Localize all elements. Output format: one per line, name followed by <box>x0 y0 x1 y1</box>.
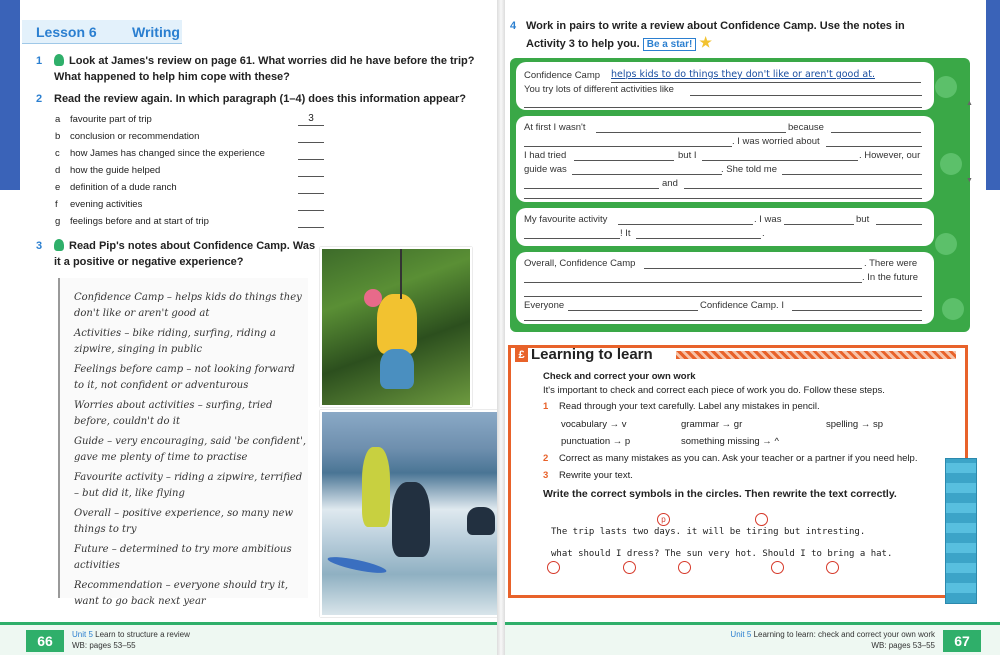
learning-to-learn-box <box>508 345 968 598</box>
star-icon: ★ <box>699 34 712 50</box>
question-text: Read the review again. In which paragraph (1–4) does this information appear? <box>54 93 466 105</box>
frame-paragraph-4 <box>516 252 934 324</box>
symbol-grammar: grammar → gr <box>681 419 743 430</box>
footer-workbook: WB: pages 53–55 <box>871 641 935 650</box>
matching-list <box>55 113 335 232</box>
note-line: Recommendation – everyone should try it, want to go back next year <box>74 580 289 607</box>
left-footer <box>0 622 500 655</box>
answer-line <box>298 142 324 143</box>
answer-field[interactable]: 3 <box>308 113 314 124</box>
note-line: Worries about activities – surfing, tried before, couldn't do it <box>74 400 273 427</box>
frame-text: Confidence Camp <box>524 70 601 81</box>
item-text: evening activities <box>70 199 143 210</box>
ltl-step-2: 2 Correct as many mistakes as you can. Ask your teacher or a partner if you need help. <box>543 453 918 464</box>
handwritten-answer: helps kids to do things they don't like or aren't good at. <box>611 69 875 80</box>
frame-text: and <box>662 178 678 189</box>
question-number: 3 <box>36 240 43 252</box>
lesson-title: Writing <box>132 24 180 40</box>
learning-icon: £ <box>515 348 528 362</box>
item-text: conclusion or recommendation <box>70 131 200 142</box>
page-number: 67 <box>943 630 981 652</box>
decorative-stripe <box>676 351 956 359</box>
question-1 <box>36 53 491 85</box>
scrollbar[interactable] <box>966 100 976 190</box>
note-line: Activities – bike riding, surfing, riding a zipwire, singing in public <box>74 328 276 355</box>
question-3 <box>36 238 316 270</box>
match-item <box>55 164 335 181</box>
page-number: 66 <box>26 630 64 652</box>
lesson-number: Lesson 6 <box>36 24 97 40</box>
answer-circle-filled[interactable]: p <box>657 513 670 526</box>
answer-line <box>298 227 324 228</box>
question-number: 4 <box>510 20 517 32</box>
note-line: Future – determined to try more ambitious activities <box>74 544 292 571</box>
frame-text: I had tried <box>524 150 567 161</box>
symbol-punctuation: punctuation → p <box>561 436 631 447</box>
frame-text: . There were <box>864 258 918 269</box>
item-text: how James has changed since the experience <box>70 148 265 159</box>
frame-text: but <box>856 214 870 225</box>
be-a-star-badge: Be a star! <box>643 38 697 51</box>
match-item <box>55 130 335 147</box>
footer-unit-text: Learning to learn: check and correct your own work <box>753 630 935 639</box>
note-line: Confidence Camp – helps kids do things they don't like or aren't good at <box>74 292 302 319</box>
item-letter: a <box>55 114 61 125</box>
book-spine <box>497 0 505 655</box>
frame-text: because <box>788 122 824 133</box>
frame-text: My favourite activity <box>524 214 608 225</box>
frame-text: . I was <box>754 214 782 225</box>
item-letter: e <box>55 182 61 193</box>
question-number: 1 <box>36 55 43 67</box>
item-letter: g <box>55 216 61 227</box>
surfing-photo <box>320 410 500 617</box>
right-edge-band <box>986 0 1000 190</box>
note-line: Overall – positive experience, so many new things to try <box>74 508 294 535</box>
footer-workbook: WB: pages 53–55 <box>72 641 136 650</box>
item-text: feelings before and at start of trip <box>70 216 209 227</box>
frame-text: ! It <box>620 228 631 239</box>
symbol-vocabulary: vocabulary → v <box>561 419 627 430</box>
frame-text: . In the future <box>862 272 918 283</box>
question-text: Look at James's review on page 61. What worries did he have before the trip? What happened to help him cope with these? <box>54 55 475 83</box>
ltl-step-3: 3 Rewrite your text. <box>543 470 633 481</box>
answer-line <box>298 193 324 194</box>
left-edge-band <box>0 0 20 190</box>
note-line: Feelings before camp – not looking forward to it, not confident or adventurous <box>74 364 295 391</box>
question-text: Read Pip's notes about Confidence Camp. Was it a positive or negative experience? <box>54 240 316 268</box>
right-footer <box>500 622 1000 655</box>
answer-circle[interactable] <box>678 561 691 574</box>
answer-line <box>298 125 324 126</box>
frame-paragraph-1 <box>516 62 934 110</box>
footer-unit-text: Learn to structure a review <box>95 630 190 639</box>
question-4 <box>510 18 940 53</box>
match-item <box>55 113 335 130</box>
frame-text: but I <box>678 150 697 161</box>
frame-text: guide was <box>524 164 567 175</box>
symbol-missing: something missing → ^ <box>681 436 779 447</box>
pips-notes <box>58 278 308 607</box>
question-text: Work in pairs to write a review about Confidence Camp. Use the notes in Activity 3 to help you. <box>526 20 905 50</box>
match-item <box>55 181 335 198</box>
frame-paragraph-3 <box>516 208 934 246</box>
footer-unit: Unit 5 <box>730 630 752 639</box>
item-letter: f <box>55 199 58 210</box>
answer-line <box>298 176 324 177</box>
item-text: how the guide helped <box>70 165 161 176</box>
match-item <box>55 147 335 164</box>
ltl-step-1: 1 Read through your text carefully. Label any mistakes in pencil. <box>543 401 820 412</box>
frame-text: . <box>762 228 765 239</box>
note-line: Favourite activity – riding a zipwire, terrified – but did it, like flying <box>74 472 303 499</box>
frame-text: At first I wasn't <box>524 122 586 133</box>
lesson-header <box>22 20 182 44</box>
item-letter: b <box>55 131 61 142</box>
item-text: favourite part of trip <box>70 114 152 125</box>
scroll-up-icon[interactable]: ▲ <box>966 100 973 107</box>
frame-text: . She told me <box>721 164 777 175</box>
right-page <box>500 0 1000 655</box>
question-number: 2 <box>36 93 43 105</box>
error-sentence-2: what should I dress? The sun very hot. Should I to bring a hat. <box>551 549 893 559</box>
error-sentence-1: The trip lasts two days. it will be tiring but intresting. <box>551 527 866 537</box>
note-line: Guide – very encouraging, said 'be confident', gave me plenty of time to practise <box>74 436 306 463</box>
symbol-spelling: spelling → sp <box>826 419 884 430</box>
match-item <box>55 198 335 215</box>
ltl-title: Learning to learn <box>531 346 653 363</box>
answer-line <box>298 210 324 211</box>
scroll-down-icon[interactable]: ▼ <box>966 177 973 184</box>
frame-text: Everyone <box>524 300 565 311</box>
frame-paragraph-2 <box>516 116 934 202</box>
answer-circle[interactable] <box>771 561 784 574</box>
frame-text: . I was worried about <box>732 136 820 147</box>
answer-circle[interactable] <box>755 513 768 526</box>
frame-text: Confidence Camp. I <box>700 300 784 311</box>
item-letter: c <box>55 148 60 159</box>
answer-circle[interactable] <box>547 561 560 574</box>
frame-text: You try lots of different activities like <box>524 84 674 95</box>
item-letter: d <box>55 165 61 176</box>
answer-circle[interactable] <box>623 561 636 574</box>
zipwire-photo <box>320 247 472 407</box>
frame-text: . However, our <box>859 150 921 161</box>
answer-circle[interactable] <box>826 561 839 574</box>
footer-unit: Unit 5 <box>72 630 93 639</box>
answer-line <box>298 159 324 160</box>
lightbulb-icon <box>54 239 64 251</box>
question-2 <box>36 91 491 107</box>
tower-illustration <box>945 458 977 604</box>
ltl-subtitle: Check and correct your own work <box>543 371 696 382</box>
item-text: definition of a dude ranch <box>70 182 177 193</box>
ltl-task: Write the correct symbols in the circles. Then rewrite the text correctly. <box>543 488 897 500</box>
ltl-intro: It's important to check and correct each piece of work you do. Follow these steps. <box>543 385 885 396</box>
match-item <box>55 215 335 232</box>
lightbulb-icon <box>54 54 64 66</box>
frame-text: Overall, Confidence Camp <box>524 258 636 269</box>
writing-frame <box>510 58 970 332</box>
